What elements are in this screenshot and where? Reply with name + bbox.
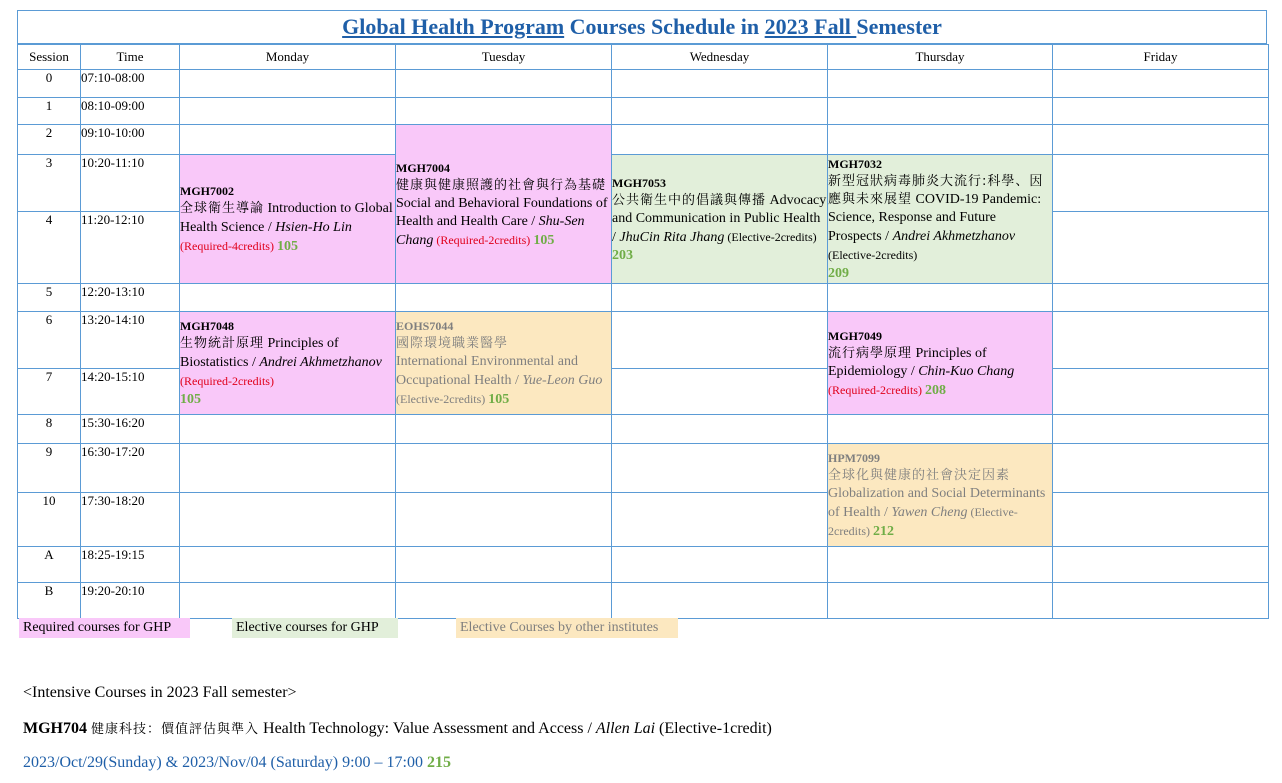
course-title-en: Principles of Biostatistics / [180, 336, 339, 370]
session-time: 08:10-09:00 [81, 98, 180, 125]
intensive-date-text: 2023/Oct/29(Sunday) & 2023/Nov/04 (Saturday) 9:00 – 17:00 [23, 754, 427, 771]
intensive-credit: (Elective-1credit) [655, 720, 772, 737]
course-code: MGH7048 [180, 319, 234, 333]
intensive-title-en: Health Technology: Value Assessment and Access / [259, 720, 596, 737]
session-number: 1 [18, 98, 81, 125]
empty-cell [612, 98, 828, 125]
empty-cell [1053, 444, 1269, 493]
course-teacher: JhuCin Rita Jhang [619, 229, 725, 245]
intensive-room: 215 [426, 754, 451, 771]
empty-cell [612, 415, 828, 444]
empty-cell [612, 547, 828, 583]
intensive-code: MGH704 [23, 720, 87, 737]
empty-cell [828, 415, 1053, 444]
header-friday: Friday [1053, 45, 1269, 70]
empty-cell [1053, 125, 1269, 155]
empty-cell [1053, 312, 1269, 369]
empty-cell [828, 284, 1053, 312]
header-tuesday: Tuesday [396, 45, 612, 70]
empty-cell [1053, 493, 1269, 547]
course-mgh7048[interactable] [180, 312, 396, 415]
header-wednesday: Wednesday [612, 45, 828, 70]
course-room: 209 [828, 266, 849, 281]
empty-cell [180, 125, 396, 155]
course-code: MGH7004 [396, 160, 450, 175]
session-number: A [18, 547, 81, 583]
course-teacher: Andrei Akhmetzhanov [892, 229, 1016, 244]
empty-cell [612, 444, 828, 493]
session-time: 14:20-15:10 [81, 369, 180, 415]
intensive-teacher: Allen Lai [595, 720, 656, 737]
empty-cell [828, 583, 1053, 619]
title-program: Global Health Program [342, 14, 565, 39]
empty-cell [1053, 211, 1269, 283]
course-credit: (Elective-2credits) [828, 248, 918, 262]
empty-cell [828, 98, 1053, 125]
intensive-title-zh: 健康科技：價值評估與準入 [91, 722, 260, 737]
course-teacher: Andrei Akhmetzhanov [259, 355, 382, 370]
course-title-zh: 國際環境職業醫學 [396, 336, 509, 351]
course-teacher: Hsien-Ho Lin [275, 220, 352, 235]
session-row [18, 444, 1269, 493]
course-code: MGH7032 [828, 157, 882, 171]
session-number: 4 [18, 211, 81, 283]
course-room: 105 [533, 232, 555, 248]
session-row [18, 284, 1269, 312]
header-monday: Monday [180, 45, 396, 70]
empty-cell [396, 444, 612, 493]
course-credit: (Elective-2credits) [828, 505, 1018, 538]
course-code: HPM7099 [828, 451, 880, 465]
session-row [18, 155, 1269, 212]
empty-cell [1053, 284, 1269, 312]
course-room: 105 [276, 239, 298, 254]
session-number: 0 [18, 70, 81, 98]
empty-cell [396, 284, 612, 312]
course-title-en: International Environmental and Occupational Health / [396, 354, 578, 388]
session-time: 07:10-08:00 [81, 70, 180, 98]
session-time: 11:20-12:10 [81, 211, 180, 283]
course-teacher: Yawen Cheng [891, 505, 968, 520]
page-title [17, 10, 1267, 44]
session-time: 15:30-16:20 [81, 415, 180, 444]
session-row [18, 125, 1269, 155]
empty-cell [612, 125, 828, 155]
header-session: Session [18, 45, 81, 70]
empty-cell [180, 583, 396, 619]
course-credit: (Required-2credits) [433, 232, 534, 247]
session-time: 12:20-13:10 [81, 284, 180, 312]
session-row [18, 583, 1269, 619]
empty-cell [828, 547, 1053, 583]
course-code: MGH7053 [612, 175, 666, 190]
course-credit: (Elective-2credits) [724, 229, 817, 244]
empty-cell [396, 583, 612, 619]
empty-cell [180, 284, 396, 312]
course-title-en: Globalization and Social Determinants of Health / [828, 486, 1046, 520]
course-code: MGH7002 [180, 184, 234, 198]
session-time: 17:30-18:20 [81, 493, 180, 547]
session-number: 2 [18, 125, 81, 155]
course-room: 203 [612, 247, 633, 263]
empty-cell [396, 547, 612, 583]
empty-cell [396, 98, 612, 125]
empty-cell [828, 125, 1053, 155]
empty-cell [1053, 155, 1269, 212]
header-row [18, 45, 1269, 70]
empty-cell [180, 444, 396, 493]
empty-cell [612, 312, 828, 369]
session-time: 16:30-17:20 [81, 444, 180, 493]
course-title-en: Principles of Epidemiology / [828, 345, 987, 379]
course-title-zh: 流行病學原理 [828, 345, 913, 361]
course-mgh7032[interactable] [828, 155, 1053, 284]
course-mgh7004[interactable] [396, 125, 612, 284]
empty-cell [612, 583, 828, 619]
empty-cell [612, 284, 828, 312]
session-time: 18:25-19:15 [81, 547, 180, 583]
session-number: 7 [18, 369, 81, 415]
intensive-heading: <Intensive Courses in 2023 Fall semester> [23, 684, 297, 701]
session-number: B [18, 583, 81, 619]
empty-cell [180, 70, 396, 98]
session-row [18, 493, 1269, 547]
course-title-zh: 全球化與健康的社會決定因素 [828, 468, 1011, 483]
session-number: 5 [18, 284, 81, 312]
empty-cell [612, 369, 828, 415]
session-row [18, 547, 1269, 583]
title-text: Courses Schedule in [564, 14, 765, 39]
course-hpm7099[interactable] [828, 444, 1053, 547]
session-row [18, 70, 1269, 98]
course-mgh7002[interactable] [180, 155, 396, 284]
schedule-table [17, 44, 1269, 619]
session-time: 13:20-14:10 [81, 312, 180, 369]
course-title-zh: 生物統計原理 [180, 336, 265, 351]
session-number: 3 [18, 155, 81, 212]
session-number: 10 [18, 493, 81, 547]
course-mgh7049[interactable] [828, 312, 1053, 415]
empty-cell [1053, 415, 1269, 444]
course-credit: (Required-2credits) [180, 374, 274, 388]
title-term: 2023 Fall [764, 14, 857, 39]
course-teacher: Yue-Leon Guo [522, 373, 603, 388]
empty-cell [180, 415, 396, 444]
course-title-en: Social and Behavioral Foundations of Health and Health Care / [396, 195, 608, 229]
intensive-dates [23, 754, 451, 772]
session-number: 8 [18, 415, 81, 444]
course-room: 105 [488, 392, 510, 407]
course-credit: (Elective-2credits) [396, 392, 489, 406]
empty-cell [180, 98, 396, 125]
course-title-zh: 新型冠狀病毒肺炎大流行:科學、因應與未來展望 [828, 174, 1044, 207]
course-title-en: Advocacy and Communication in Public Health / [612, 192, 827, 245]
empty-cell [396, 70, 612, 98]
session-time: 10:20-11:10 [81, 155, 180, 212]
session-time: 09:10-10:00 [81, 125, 180, 155]
course-room: 208 [924, 382, 946, 398]
session-time: 19:20-20:10 [81, 583, 180, 619]
empty-cell [612, 493, 828, 547]
empty-cell [180, 493, 396, 547]
course-room: 105 [180, 392, 201, 407]
empty-cell [180, 547, 396, 583]
intensive-course [23, 718, 772, 738]
course-title-zh: 健康與健康照護的社會與行為基礎 [396, 177, 607, 193]
course-mgh7053[interactable] [612, 155, 828, 284]
course-eohs7044[interactable] [396, 312, 612, 415]
course-room: 212 [872, 524, 894, 539]
course-title-zh: 公共衛生中的倡議與傳播 [612, 192, 767, 208]
empty-cell [396, 415, 612, 444]
empty-cell [1053, 369, 1269, 415]
session-number: 6 [18, 312, 81, 369]
course-title-en: COVID-19 Pandemic: Science, Response and Future Prospects / [828, 192, 1042, 244]
empty-cell [828, 70, 1053, 98]
course-code: MGH7049 [828, 328, 882, 343]
session-number: 9 [18, 444, 81, 493]
session-row [18, 415, 1269, 444]
empty-cell [396, 493, 612, 547]
course-teacher: Chin-Kuo Chang [918, 363, 1015, 379]
legend-other-institutes: Elective Courses by other institutes [456, 618, 678, 638]
title-semester: Semester [856, 14, 942, 39]
course-code: EOHS7044 [396, 319, 454, 333]
legend-elective: Elective courses for GHP [232, 618, 398, 638]
empty-cell [1053, 98, 1269, 125]
empty-cell [1053, 547, 1269, 583]
session-row [18, 98, 1269, 125]
legend-required: Required courses for GHP [19, 618, 190, 638]
course-credit: (Required-4credits) [180, 239, 277, 253]
course-title-en: Introduction to Global Health Science / [180, 201, 393, 235]
empty-cell [612, 70, 828, 98]
course-credit: (Required-2credits) [828, 382, 925, 397]
course-title-zh: 全球衛生導論 [180, 201, 265, 216]
course-teacher: Shu-Sen Chang [396, 213, 585, 248]
session-row [18, 312, 1269, 369]
header-thursday: Thursday [828, 45, 1053, 70]
header-time: Time [81, 45, 180, 70]
empty-cell [1053, 70, 1269, 98]
empty-cell [1053, 583, 1269, 619]
